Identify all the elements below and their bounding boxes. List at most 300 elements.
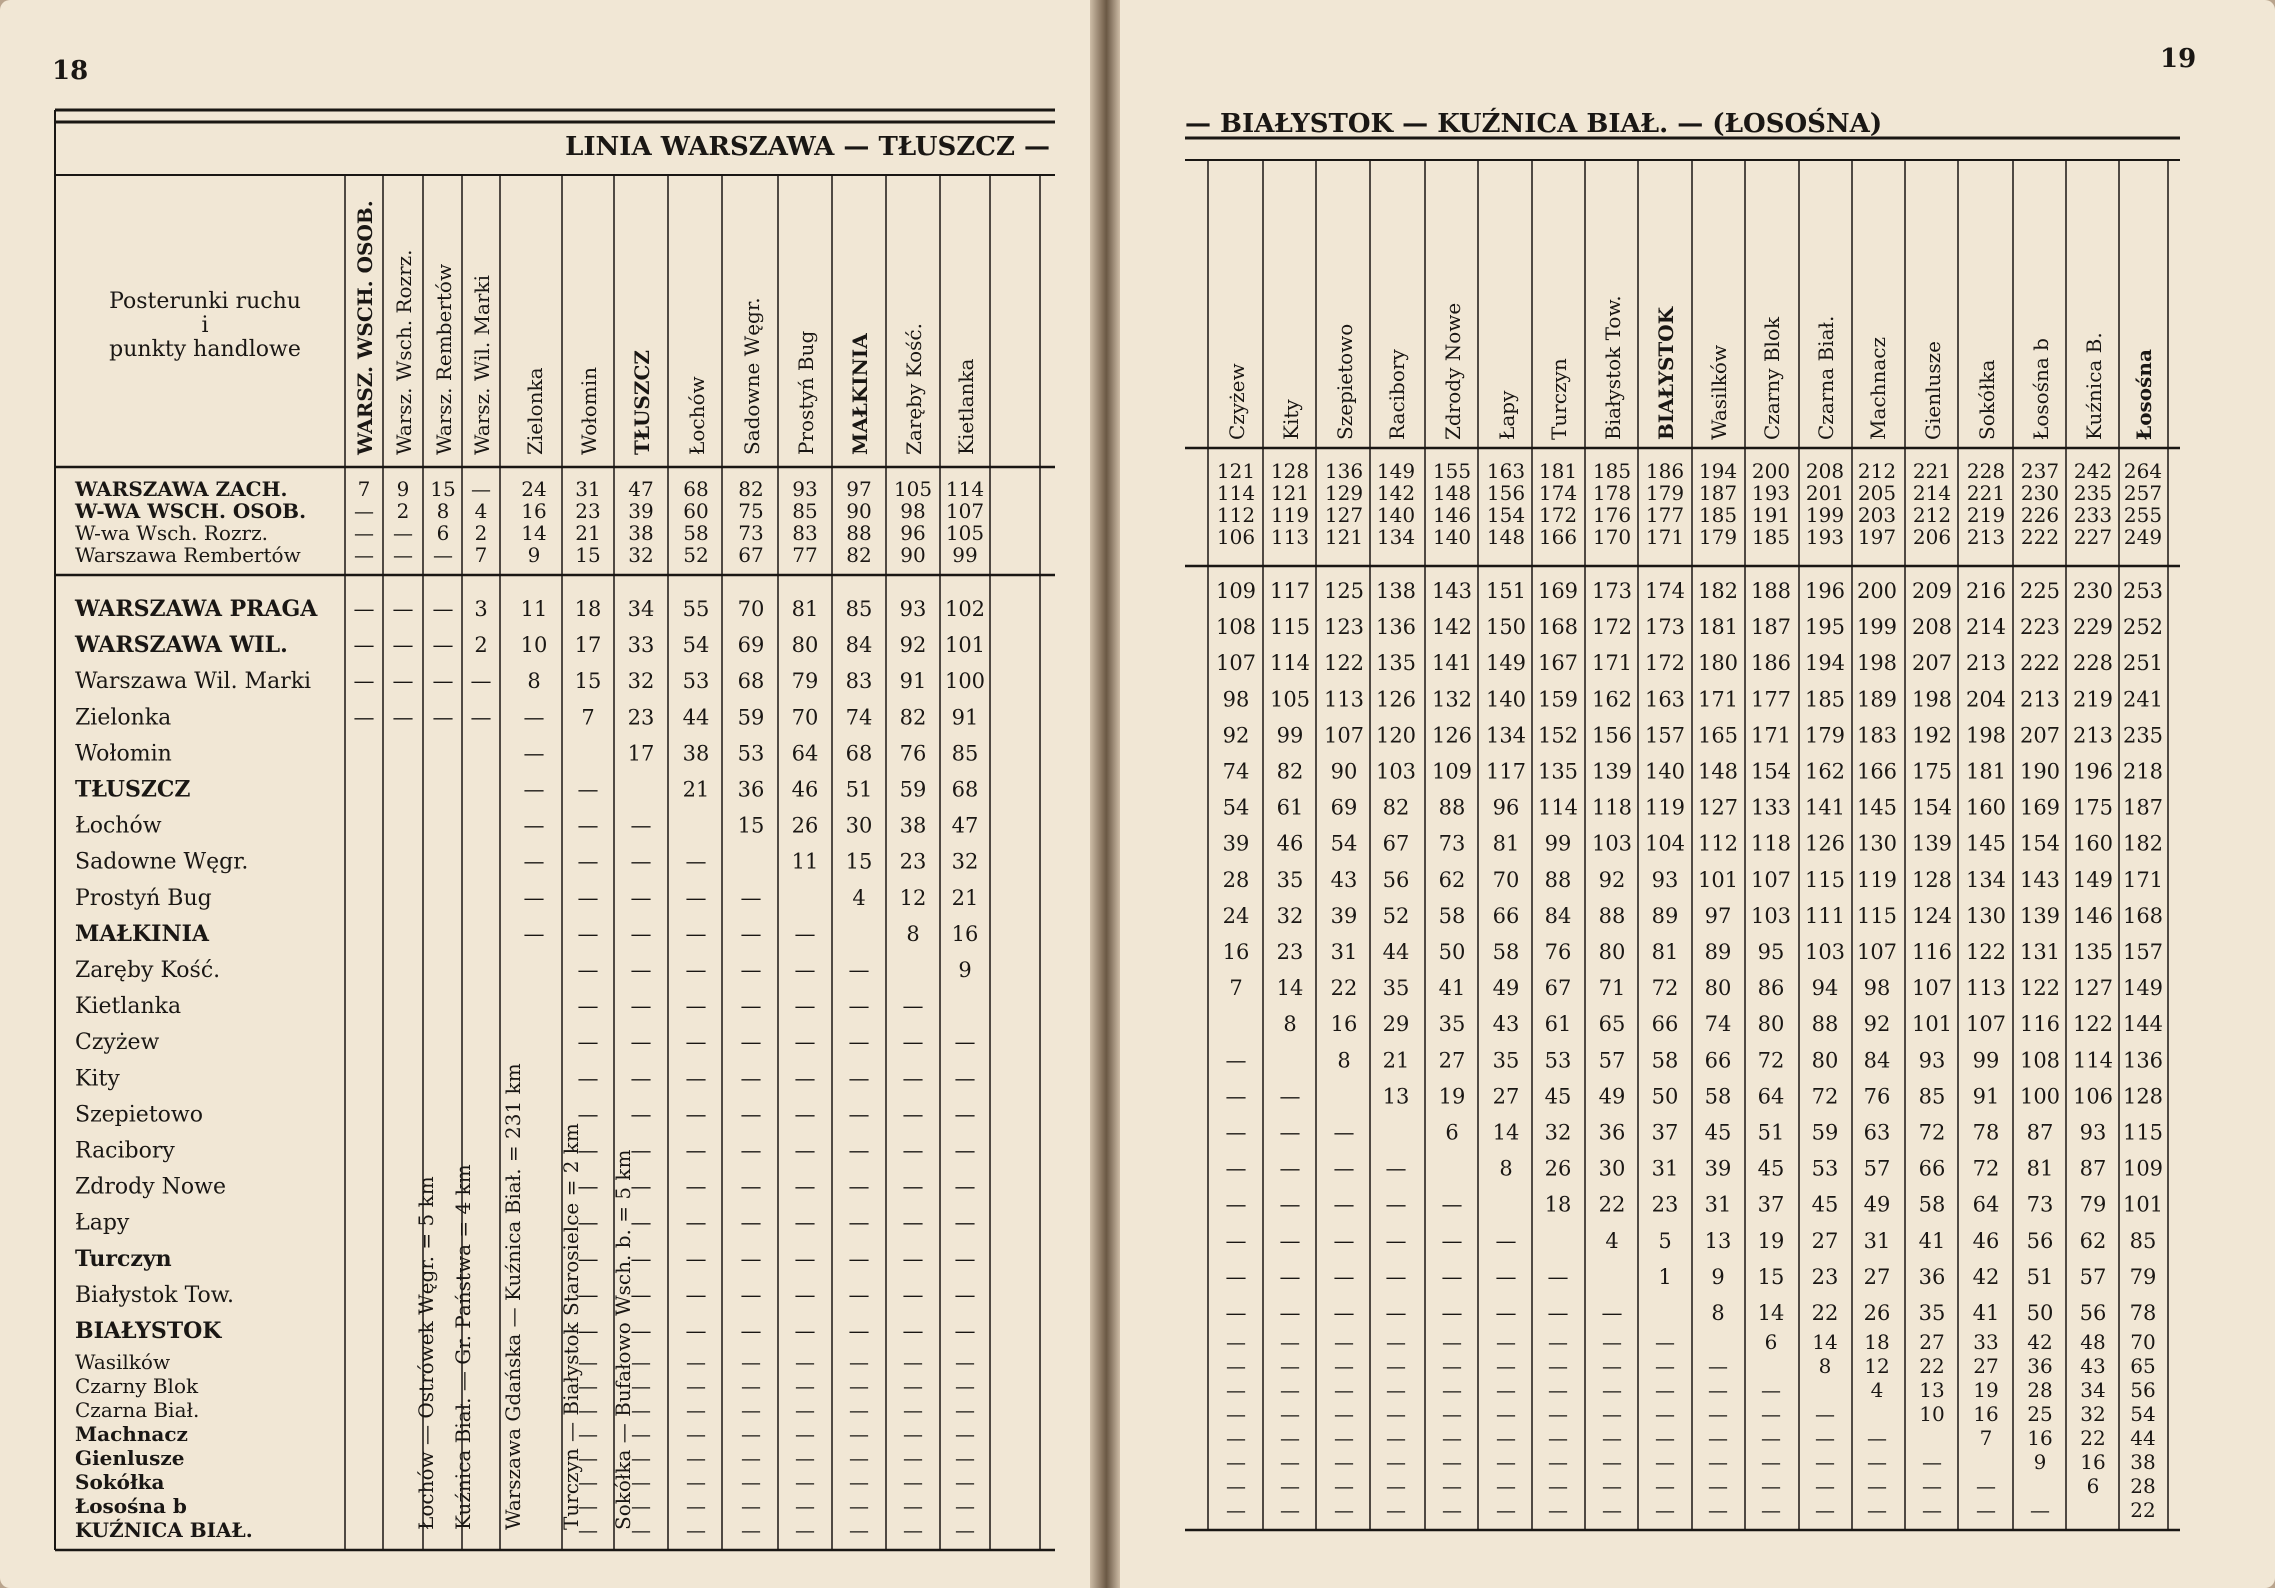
distance-cell: — — [903, 1374, 923, 1398]
distance-cell: 54 — [682, 633, 710, 658]
distance-cell: 51 — [2026, 1264, 2054, 1289]
distance-cell: 71 — [1598, 976, 1626, 1001]
distance-cell: — — [903, 1446, 923, 1470]
distance-cell: — — [741, 1494, 761, 1518]
distance-cell: 140 — [1485, 687, 1527, 712]
distance-cell: 96 — [1492, 795, 1520, 820]
distance-cell: — — [523, 741, 545, 766]
distance-cell: — — [848, 1319, 870, 1343]
distance-cell: 97 — [1704, 903, 1732, 928]
distance-cell: — — [1280, 1330, 1300, 1354]
distance-cell: 60 — [683, 499, 709, 523]
distance-cell: 58 — [1704, 1084, 1732, 1109]
corner-label-line: Posterunki ruchu — [109, 289, 301, 314]
distance-cell: 9 — [1711, 1264, 1725, 1289]
distance-cell: 118 — [1591, 795, 1633, 820]
distance-cell: — — [954, 1030, 976, 1055]
distance-cell: 145 — [1856, 795, 1898, 820]
distance-cell: 19 — [1438, 1084, 1466, 1109]
distance-cell: 235 — [2073, 481, 2113, 505]
distance-cell: 152 — [1537, 723, 1579, 748]
distance-cell: 194 — [1804, 651, 1846, 676]
distance-cell: 85 — [1918, 1084, 1946, 1109]
distance-cell: 99 — [1972, 1048, 2000, 1073]
distance-cell: — — [577, 1066, 599, 1091]
distance-cell: 252 — [2122, 615, 2164, 640]
distance-cell: — — [1815, 1426, 1835, 1450]
distance-cell: — — [1548, 1498, 1568, 1522]
distance-cell: 188 — [1750, 579, 1792, 603]
distance-cell: 67 — [1382, 831, 1410, 856]
distance-cell: 103 — [1750, 903, 1792, 928]
distance-cell: 201 — [1805, 481, 1845, 505]
distance-cell: 86 — [1757, 976, 1785, 1001]
distance-cell: 93 — [792, 477, 818, 501]
distance-cell: 185 — [1804, 687, 1846, 712]
distance-cell: — — [740, 958, 762, 982]
distance-cell: — — [1226, 1474, 1246, 1498]
distance-cell: 50 — [2026, 1301, 2054, 1325]
distance-cell: — — [577, 777, 599, 802]
distance-cell: 212 — [1857, 459, 1897, 483]
distance-cell: 93 — [2079, 1120, 2107, 1145]
distance-cell: 34 — [627, 597, 655, 621]
column-header: Łapy — [1495, 390, 1519, 440]
distance-cell: — — [1496, 1450, 1516, 1474]
column-header: Prostyń Bug — [794, 330, 818, 455]
distance-cell: 31 — [1863, 1228, 1891, 1253]
distance-cell: 222 — [2019, 651, 2061, 676]
distance-cell: 125 — [1323, 579, 1365, 603]
distance-cell: — — [432, 705, 454, 730]
distance-cell: — — [1225, 1120, 1247, 1145]
distance-cell: 49 — [1598, 1084, 1626, 1109]
distance-cell: 213 — [1966, 525, 2006, 549]
left-page — [0, 0, 1090, 1588]
column-header: Turczyn — [1547, 358, 1571, 440]
distance-cell: — — [1708, 1354, 1728, 1378]
distance-cell: 81 — [1492, 831, 1520, 856]
distance-cell: — — [577, 1246, 599, 1271]
distance-cell: 74 — [1222, 759, 1250, 784]
distance-cell: — — [577, 1138, 599, 1163]
column-header: Łochów — [685, 376, 709, 455]
distance-cell: — — [1386, 1330, 1406, 1354]
distance-cell: 23 — [1276, 940, 1304, 964]
distance-cell: — — [903, 1422, 923, 1446]
distance-cell: 106 — [2072, 1084, 2114, 1109]
distance-cell: 9 — [396, 477, 410, 501]
distance-cell: — — [1548, 1402, 1568, 1426]
distance-cell: 77 — [792, 543, 818, 567]
distance-cell: 62 — [1438, 867, 1466, 892]
distance-cell: 193 — [1751, 481, 1791, 505]
distance-cell: — — [740, 994, 762, 1019]
distance-cell: 14 — [1812, 1330, 1838, 1354]
distance-cell: 55 — [682, 597, 710, 621]
distance-cell: — — [902, 1174, 924, 1199]
distance-cell: 115 — [1269, 615, 1311, 640]
distance-cell: 49 — [1492, 976, 1520, 1001]
distance-cell: — — [1602, 1378, 1622, 1402]
distance-cell: 82 — [899, 705, 927, 730]
distance-cell: — — [849, 1422, 869, 1446]
station-name: Zielonka — [75, 705, 172, 731]
distance-cell: 139 — [1591, 759, 1633, 784]
distance-cell: 74 — [845, 705, 873, 730]
distance-cell: — — [1225, 1228, 1247, 1253]
distance-cell: — — [741, 1374, 761, 1398]
distance-cell: 150 — [1485, 615, 1527, 640]
distance-cell: 101 — [1911, 1012, 1953, 1037]
distance-cell: 127 — [1697, 795, 1739, 820]
distance-cell: 218 — [2122, 759, 2164, 784]
distance-cell: — — [686, 1470, 706, 1494]
distance-cell: — — [1441, 1228, 1463, 1253]
distance-cell: 41 — [1918, 1228, 1946, 1253]
station-name: WARSZAWA PRAGA — [75, 596, 318, 622]
distance-cell: — — [1386, 1402, 1406, 1426]
distance-cell: — — [902, 1282, 924, 1307]
distance-cell: — — [794, 958, 816, 982]
distance-cell: — — [1334, 1330, 1354, 1354]
distance-cell: 148 — [1486, 525, 1526, 549]
distance-cell: — — [631, 1398, 651, 1422]
distance-cell: 17 — [574, 633, 602, 658]
station-name: Turczyn — [75, 1245, 172, 1272]
distance-cell: 139 — [1911, 831, 1953, 856]
distance-cell: 24 — [1222, 903, 1250, 928]
station-name: BIAŁYSTOK — [75, 1318, 222, 1344]
distance-cell: 18 — [1544, 1192, 1572, 1217]
distance-cell: 14 — [1276, 976, 1304, 1001]
distance-cell: 57 — [1863, 1156, 1891, 1181]
station-name: TŁUSZCZ — [75, 776, 191, 803]
distance-cell: — — [903, 1494, 923, 1518]
distance-cell: 207 — [2019, 723, 2061, 748]
distance-cell: 38 — [628, 521, 654, 545]
distance-cell: 221 — [1912, 459, 1952, 483]
distance-cell: — — [686, 1518, 706, 1542]
distance-cell: 64 — [1972, 1192, 2000, 1217]
distance-cell: — — [577, 1030, 599, 1055]
distance-cell: 68 — [951, 777, 979, 802]
distance-cell: — — [631, 1446, 651, 1470]
distance-cell: 7 — [357, 477, 371, 501]
distance-cell: — — [955, 1518, 975, 1542]
distance-cell: — — [1655, 1498, 1675, 1522]
distance-cell: 80 — [1704, 976, 1732, 1001]
distance-cell: — — [848, 994, 870, 1019]
distance-cell: — — [954, 1319, 976, 1343]
distance-cell: 100 — [944, 669, 986, 694]
distance-cell: 206 — [1912, 525, 1952, 549]
distance-cell: 92 — [1222, 723, 1250, 748]
distance-cell: — — [577, 921, 599, 946]
distance-cell: — — [630, 958, 652, 982]
station-name: Sadowne Węgr. — [75, 849, 249, 875]
distance-cell: — — [794, 1246, 816, 1271]
distance-cell: 62 — [2079, 1228, 2107, 1253]
distance-cell: — — [849, 1350, 869, 1374]
distance-cell: 116 — [2019, 1012, 2061, 1037]
column-header: Gienlusze — [1921, 340, 1945, 440]
distance-cell: 175 — [2072, 795, 2114, 820]
distance-cell: 140 — [1644, 759, 1686, 784]
distance-cell: — — [685, 885, 707, 910]
distance-cell: — — [392, 705, 414, 730]
distance-cell: 173 — [1591, 579, 1633, 603]
column-header: Warsz. Wil. Marki — [470, 274, 494, 455]
station-name: Machnacz — [75, 1422, 188, 1446]
distance-cell: 185 — [1698, 503, 1738, 527]
distance-cell: 9 — [527, 543, 541, 567]
distance-cell: 2 — [474, 633, 488, 658]
distance-cell: 42 — [2027, 1330, 2053, 1354]
distance-cell: 18 — [1864, 1330, 1890, 1354]
distance-cell: — — [1280, 1426, 1300, 1450]
distance-cell: 15 — [845, 849, 873, 874]
distance-cell: — — [1708, 1450, 1728, 1474]
distance-cell: — — [741, 1422, 761, 1446]
distance-cell: 172 — [1644, 651, 1686, 676]
distance-cell: — — [1226, 1450, 1246, 1474]
distance-cell: 181 — [1538, 459, 1578, 483]
distance-cell: 101 — [944, 633, 986, 658]
distance-cell: 8 — [1337, 1048, 1351, 1073]
distance-cell: 33 — [627, 633, 655, 658]
distance-cell: — — [630, 1030, 652, 1055]
distance-cell: 149 — [1485, 651, 1527, 676]
distance-cell: 107 — [1911, 976, 1953, 1001]
distance-cell: — — [740, 921, 762, 946]
distance-cell: 207 — [1911, 651, 1953, 676]
distance-cell: — — [1761, 1426, 1781, 1450]
distance-cell: 85 — [845, 597, 873, 621]
distance-cell: 118 — [1750, 831, 1792, 856]
distance-cell: — — [1867, 1474, 1887, 1498]
distance-cell: 85 — [2129, 1228, 2157, 1253]
distance-cell: 162 — [1804, 759, 1846, 784]
distance-cell: 2 — [474, 521, 488, 545]
distance-cell: 143 — [1431, 579, 1473, 603]
distance-cell: 45 — [1704, 1120, 1732, 1145]
distance-cell: 108 — [2019, 1048, 2061, 1073]
distance-cell: 24 — [521, 477, 547, 501]
distance-cell: 122 — [1323, 651, 1365, 676]
distance-cell: — — [794, 1102, 816, 1127]
distance-cell: — — [393, 543, 413, 567]
distance-cell: — — [1708, 1426, 1728, 1450]
book-gutter — [1090, 0, 1120, 1588]
distance-cell: — — [794, 1319, 816, 1343]
distance-cell: — — [1333, 1264, 1355, 1289]
distance-cell: 257 — [2123, 481, 2163, 505]
distance-cell: 23 — [575, 499, 601, 523]
distance-cell: 174 — [1644, 579, 1686, 603]
distance-cell: 13 — [1919, 1378, 1945, 1402]
distance-cell: 63 — [1863, 1120, 1891, 1145]
distance-cell: 44 — [1382, 940, 1410, 964]
distance-cell: — — [630, 1282, 652, 1307]
distance-cell: 16 — [1222, 940, 1250, 964]
distance-cell: — — [523, 885, 545, 910]
distance-cell: 112 — [1697, 831, 1739, 856]
distance-cell: — — [1815, 1498, 1835, 1522]
distance-cell: 199 — [1805, 503, 1845, 527]
distance-cell: 32 — [951, 849, 979, 874]
distance-cell: — — [1442, 1498, 1462, 1522]
distance-cell: — — [903, 1518, 923, 1542]
distance-cell: 68 — [737, 669, 765, 694]
distance-cell: 197 — [1857, 525, 1897, 549]
distance-cell: — — [1226, 1402, 1246, 1426]
distance-cell: 113 — [1270, 525, 1310, 549]
distance-cell: — — [1655, 1378, 1675, 1402]
distance-cell: — — [577, 849, 599, 874]
distance-cell: — — [902, 1030, 924, 1055]
distance-cell: — — [685, 1102, 707, 1127]
station-name: WARSZAWA ZACH. — [75, 477, 288, 501]
distance-cell: — — [1547, 1301, 1569, 1325]
distance-cell: 222 — [2020, 525, 2060, 549]
distance-cell: — — [577, 1210, 599, 1235]
distance-cell: 93 — [899, 597, 927, 621]
distance-cell: 226 — [2020, 503, 2060, 527]
distance-cell: 129 — [1324, 481, 1364, 505]
distance-cell: — — [1225, 1048, 1247, 1073]
distance-cell: 36 — [737, 777, 765, 802]
distance-cell: — — [1602, 1402, 1622, 1426]
distance-cell: — — [1333, 1156, 1355, 1181]
distance-cell: — — [1385, 1301, 1407, 1325]
distance-cell: 39 — [1222, 831, 1250, 856]
station-name: Białystok Tow. — [75, 1282, 235, 1308]
distance-cell: 88 — [1438, 795, 1466, 820]
distance-cell: — — [1708, 1474, 1728, 1498]
distance-cell: — — [630, 1102, 652, 1127]
distance-cell: — — [1226, 1330, 1246, 1354]
distance-cell: 87 — [2026, 1120, 2054, 1145]
distance-cell: 85 — [792, 499, 818, 523]
distance-cell: — — [470, 705, 492, 730]
distance-cell: 80 — [1811, 1048, 1839, 1073]
distance-cell: 32 — [628, 543, 654, 567]
distance-cell: 196 — [1804, 579, 1846, 603]
station-name: Sokółka — [75, 1470, 165, 1494]
distance-cell: — — [577, 1102, 599, 1127]
distance-cell: 43 — [1492, 1012, 1520, 1037]
distance-cell: — — [392, 633, 414, 658]
distance-cell: 104 — [1644, 831, 1686, 856]
distance-cell: 163 — [1486, 459, 1526, 483]
distance-cell: 89 — [1651, 903, 1679, 928]
distance-cell: 67 — [1544, 976, 1572, 1001]
distance-cell: 31 — [1330, 940, 1358, 964]
distance-cell: 4 — [1605, 1228, 1619, 1253]
distance-cell: 56 — [2079, 1301, 2107, 1325]
distance-cell: 76 — [1544, 940, 1572, 964]
distance-cell: 8 — [1283, 1012, 1297, 1037]
distance-cell: 114 — [1537, 795, 1579, 820]
distance-cell: — — [1655, 1354, 1675, 1378]
distance-cell: 160 — [2072, 831, 2114, 856]
distance-cell: — — [1334, 1498, 1354, 1522]
distance-cell: 146 — [2072, 903, 2114, 928]
distance-cell: — — [848, 1246, 870, 1271]
distance-cell: 187 — [1750, 615, 1792, 640]
distance-cell: 82 — [846, 543, 872, 567]
distance-cell: 68 — [845, 741, 873, 766]
distance-cell: 82 — [738, 477, 764, 501]
distance-cell: 121 — [1216, 459, 1256, 483]
distance-cell: 58 — [683, 521, 709, 545]
distance-cell: — — [795, 1350, 815, 1374]
distance-cell: 196 — [2072, 759, 2114, 784]
distance-cell: 169 — [1537, 579, 1579, 603]
distance-cell: 90 — [846, 499, 872, 523]
distance-cell: 216 — [1965, 579, 2007, 603]
distance-cell: 123 — [1323, 615, 1365, 640]
distance-cell: 159 — [1537, 687, 1579, 712]
column-header: Łosośna b — [2029, 338, 2053, 440]
distance-cell: 46 — [791, 777, 819, 802]
distance-cell: 27 — [1811, 1228, 1839, 1253]
side-note: Turczyn — Białystok Starosielce = 2 km — [559, 1123, 583, 1530]
station-name: WARSZAWA WIL. — [75, 632, 288, 659]
column-header: Sokółka — [1975, 359, 1999, 440]
distance-cell: 58 — [1492, 940, 1520, 964]
distance-cell: 171 — [1750, 723, 1792, 748]
distance-cell: 127 — [1324, 503, 1364, 527]
distance-cell: 170 — [1592, 525, 1632, 549]
distance-cell: — — [631, 1374, 651, 1398]
distance-cell: 37 — [1651, 1120, 1679, 1145]
distance-cell: — — [795, 1374, 815, 1398]
distance-cell: 9 — [958, 958, 972, 982]
distance-cell: — — [1761, 1450, 1781, 1474]
distance-cell: — — [1442, 1378, 1462, 1402]
distance-cell: — — [1496, 1426, 1516, 1450]
distance-cell: — — [848, 1030, 870, 1055]
distance-cell: 4 — [852, 885, 866, 910]
distance-cell: — — [631, 1494, 651, 1518]
distance-cell: 59 — [737, 705, 765, 730]
distance-cell: 107 — [1750, 867, 1792, 892]
distance-cell: — — [795, 1398, 815, 1422]
column-header: BIAŁYSTOK — [1654, 306, 1678, 440]
distance-cell: 135 — [1375, 651, 1417, 676]
distance-cell: 127 — [2072, 976, 2114, 1001]
distance-cell: 47 — [628, 477, 654, 501]
distance-cell: 95 — [1757, 940, 1785, 964]
distance-cell: 122 — [1965, 940, 2007, 964]
distance-cell: 69 — [737, 633, 765, 658]
distance-cell: 84 — [1863, 1048, 1891, 1073]
distance-cell: 52 — [683, 543, 709, 567]
distance-cell: 198 — [1965, 723, 2007, 748]
distance-cell: 13 — [1704, 1228, 1732, 1253]
distance-cell: 113 — [1965, 976, 2007, 1001]
distance-cell: 68 — [683, 477, 709, 501]
distance-cell: — — [685, 849, 707, 874]
distance-cell: — — [523, 813, 545, 838]
distance-cell: 27 — [1973, 1354, 1999, 1378]
distance-cell: — — [685, 994, 707, 1019]
distance-cell: 126 — [1804, 831, 1846, 856]
distance-cell: 56 — [2026, 1228, 2054, 1253]
distance-cell: 105 — [1269, 687, 1311, 712]
